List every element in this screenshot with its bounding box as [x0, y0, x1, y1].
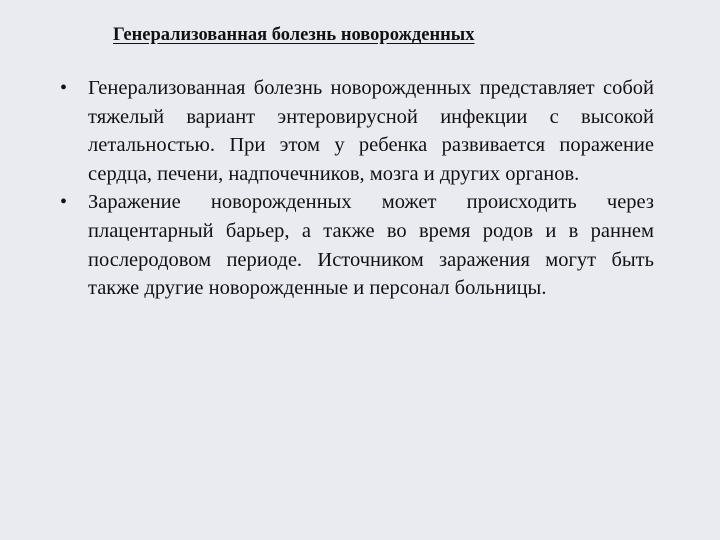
bullet-item [56, 74, 654, 188]
bullet-text: Заражение новорожденных может происходить через плацентарный барьер, а также во время родов и в раннем послеродовом периоде. Источником заражения могут быть также другие новорожденные и персонал больницы. [88, 191, 654, 300]
bullet-dot-icon: • [60, 77, 68, 99]
bullet-text: Генерализованная болезнь новорожденных представляет собой тяжелый вариант энтеровирусной инфекции с высокой летальностью. При этом у ребенка развивается поражение сердца, печени, надпочечников, мозга и других органов. [88, 77, 654, 185]
slide-title: Генерализованная болезнь новорожденных [113, 25, 475, 45]
bullet-item [56, 188, 654, 302]
bullet-list [56, 74, 654, 303]
bullet-dot-icon: • [60, 191, 68, 214]
